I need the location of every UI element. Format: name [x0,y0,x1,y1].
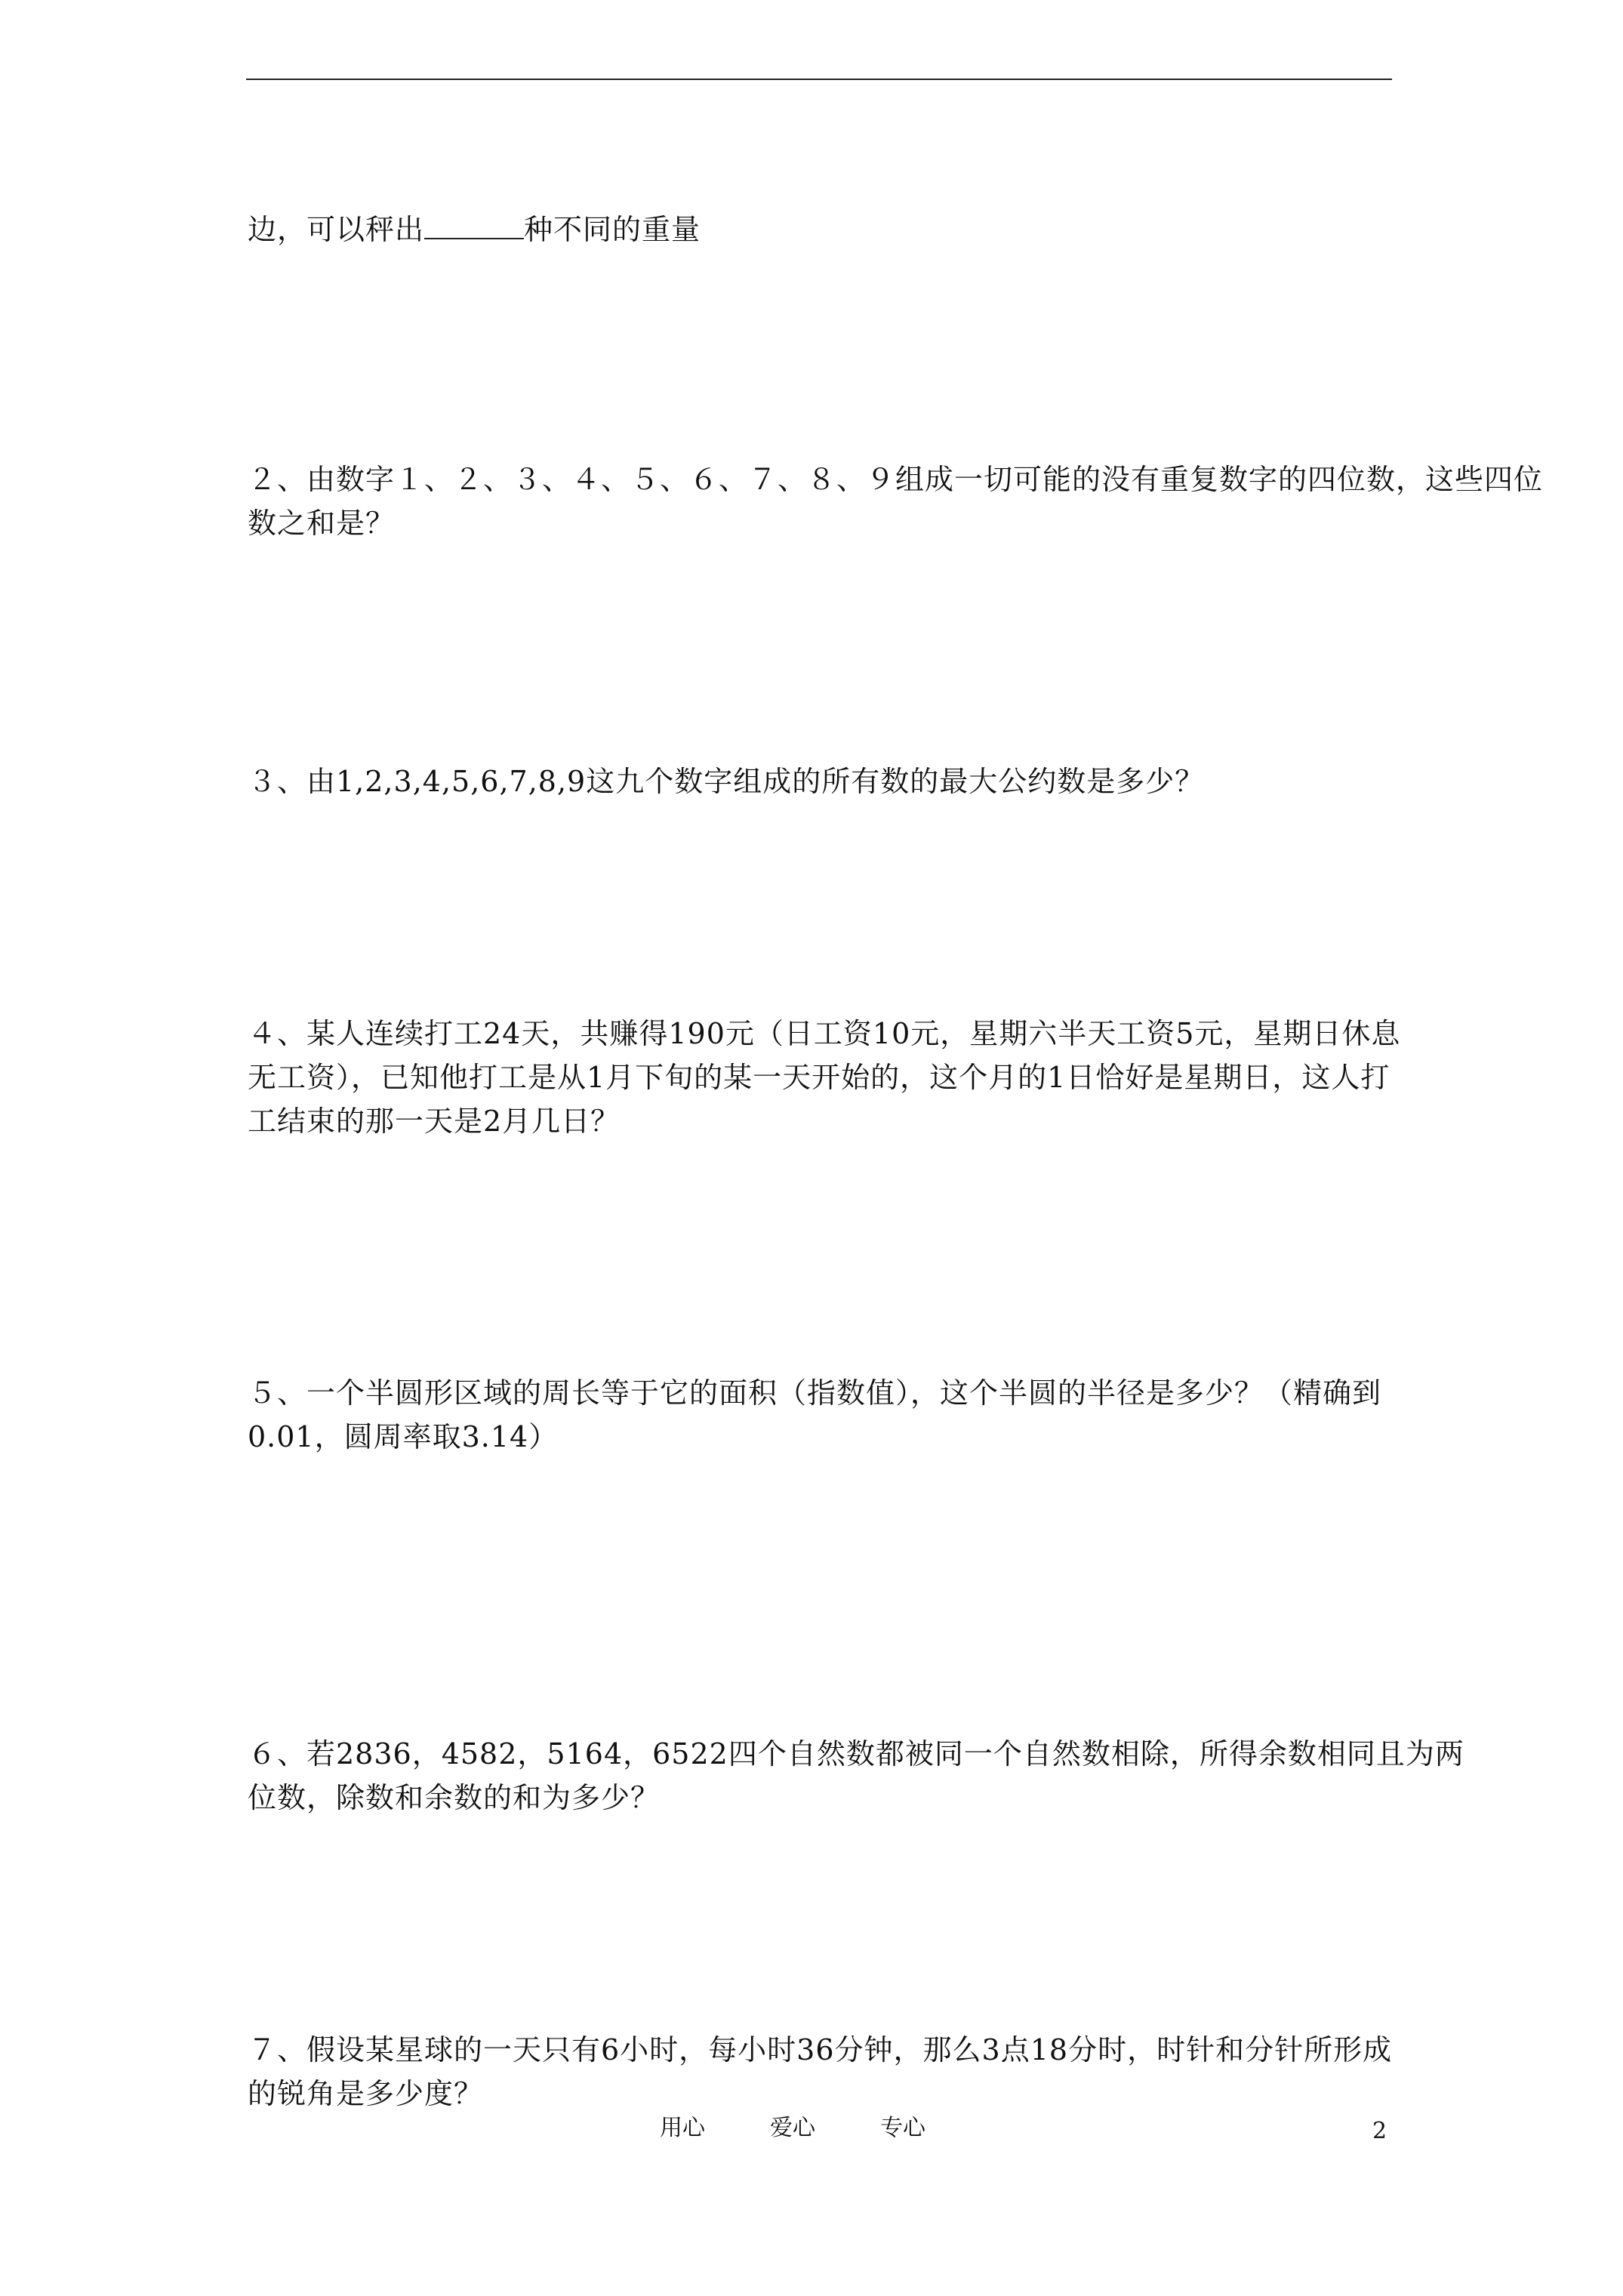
question-1-text-before-blank: 边，可以秤出 [248,213,425,246]
question-6-line-2: 位数，除数和余数的和为多少？ [248,1781,661,1814]
question-2-line-1: ２、由数字１、２、３、４、５、６、７、８、９组成一切可能的没有重复数字的四位数，这些四位 [248,463,1544,496]
question-5-line-2: 0.01，圆周率取3.14） [248,1420,559,1453]
question-2-line-2: 数之和是？ [248,507,396,540]
question-6-line-1: ６、若2836，4582，5164，6522四个自然数都被同一个自然数相除，所得余数相同且为两 [248,1737,1464,1771]
answer-blank [424,212,524,239]
question-1-continuation [248,212,701,244]
question-7-line-2: 的锐角是多少度？ [248,2077,484,2110]
question-5-line-1: ５、一个半圆形区域的周长等于它的面积（指数值），这个半圆的半径是多少？（精确到 [248,1376,1382,1410]
footer-item-aixin: 爱心 [770,2115,815,2141]
header-rule [246,79,1392,80]
footer-item-yongxin: 用心 [660,2115,705,2141]
question-4-line-2: 无工资），已知他打工是从1月下旬的某一天开始的，这个月的1日恰好是星期日，这人打 [248,1061,1390,1094]
question-7-line-1: ７、假设某星球的一天只有6小时，每小时36分钟，那么3点18分时，时针和分针所形成 [248,2033,1393,2066]
page-number: 2 [1372,2118,1387,2144]
question-3-line-1: ３、由1,2,3,4,5,6,7,8,9这九个数字组成的所有数的最大公约数是多少？ [248,765,1205,798]
question-1-text-after-blank: 种不同的重量 [524,213,701,246]
question-4-line-3: 工结束的那一天是2月几日？ [248,1105,621,1138]
footer-item-zhuanxin: 专心 [880,2115,925,2141]
question-4-line-1: ４、某人连续打工24天，共赚得190元（日工资10元，星期六半天工资5元，星期日休息 [248,1017,1401,1050]
